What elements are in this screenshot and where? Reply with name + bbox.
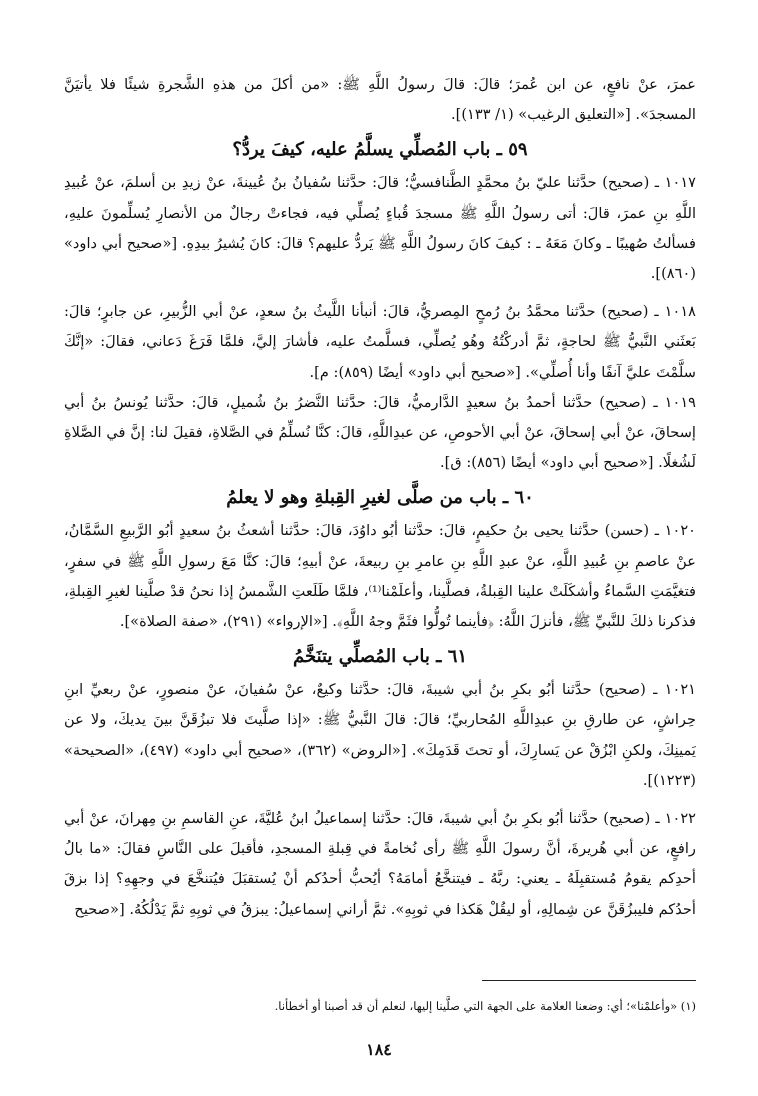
hadith-paragraph: ١٠١٨ ـ (صحيح) حدَّثنا محمَّدُ بنُ رُمحٍ المِصريُّ، قالَ: أنبأنا اللَّيثُ بنُ سعدٍ، عنْ أبي الزُّبيرِ، عن جابرٍ؛ قالَ: بَعثَني النَّبيُّ ﷺ لحاجةٍ، ثمَّ أدركْتُهُ وهُو يُصلِّي، فسلَّمتُ عليه، فأشارَ إليَّ، فلمَّا فَرَغَ دَعاني، فقالَ: «إنَّكَ سلَّمْتَ عليَّ آنفًا وأنا أُصلِّي». [«صحيح أبي داود» أيضًا (٨٥٩): م]. bbox=[64, 303, 696, 381]
page-number: ١٨٤ bbox=[366, 1040, 392, 1059]
text-paragraph: عمرَ، عنْ نافعٍ، عن ابن عُمرَ؛ قالَ: قالَ رسولُ اللَّهِ ﷺ: «من أكلَ من هذهِ الشَّجرةِ شيئًا فلا يأتيَنَّ المسجدَ». [«التعليق الرغيب» (١/ ١٣٣)]. bbox=[64, 76, 696, 124]
hadith-paragraph: ١٠٢١ ـ (صحيح) حدَّثنا أبُو بكرِ بنُ أبي شيبةَ، قالَ: حدَّثنا وكيعٌ، عنْ سُفيانَ، عنْ منصورٍ، عنْ ربعيِّ ابنِ حِراشٍ، عن طارقِ بنِ عبدِاللَّهِ المُحاربيِّ؛ قالَ: قالَ النَّبيُّ ﷺ: «إذا صلَّيتَ فلا تبزُقَنَّ بينَ يديكَ، ولا عن يَمينِكَ، ولكنِ ابْزُقْ عن يَسارِكَ، أو تحتَ قَدَمِكَ». [«الروض» (٣٦٢)، «صحيح أبي داود» (٤٩٧)، «الصحيحة» (١٢٢٣)]. bbox=[64, 681, 696, 789]
main-text bbox=[64, 70, 696, 925]
chapter-heading: ٦١ ـ باب المُصلِّي يتنَخَّمُ bbox=[292, 646, 468, 668]
footnote: (١) «وأعلمْنا»؛ أي: وضعنا العلامة على الجهة التي صلَّينا إليها، لنعلم أن قد أصبنا أو أخطأنا. bbox=[274, 999, 696, 1013]
chapter-heading: ٦٠ ـ باب من صلَّى لغيرِ القِبلةِ وهو لا يعلمُ bbox=[226, 487, 534, 509]
chapter-heading: ٥٩ ـ باب المُصلِّي يسلَّمُ عليه، كيفَ يردُّ؟ bbox=[232, 139, 528, 161]
hadith-paragraph: ١٠١٩ ـ (صحيح) حدَّثنا أحمدُ بنُ سعيدٍ الدَّارميُّ، قالَ: حدَّثنا النَّضرُ بنُ شُميلٍ، قالَ: حدَّثنا يُونسُ بنُ أبي إسحاقَ، عنْ أبي إسحاقَ، عنْ أبي الأحوصِ، عن عبدِاللَّهِ، قالَ: كنَّا نُسلِّمُ في الصَّلاةِ، فقيلَ لنا: إنَّ في الصَّلاةِ لَشُغلًا. [«صحيح أبي داود» أيضًا (٨٥٦): ق]. bbox=[64, 393, 696, 472]
hadith-paragraph: ١٠٢٢ ـ (صحيح) حدَّثنا أبُو بكرِ بنُ أبي شيبةَ، قالَ: حدَّثنا إسماعيلُ ابنُ عُليَّةَ، عنِ القاسمِ بنِ مِهرانَ، عنْ أبي رافعٍ، عن أبي هُريرةَ، أنَّ رسولَ اللَّهِ ﷺ رأى نُخامةً في قِبلةِ المسجدِ، فأقبلَ على النَّاسِ فقالَ: «ما بالُ أحدِكم يقومُ مُستقبِلَهُ ـ يعني: ربَّهُ ـ فيتنخَّعُ أمامَهُ؟ أيُحبُّ أحدُكم أنْ يُستقبَلَ فيُتنخَّعَ في وجهِهِ؟ إذا بزقَ أحدُكم فليبزُقَنَّ عن شِمالِهِ، أو ليقُلْ هَكذا في ثوبِهِ». ثمَّ أراني إسماعيلُ: يبزقُ في ثوبِهِ ثمَّ يَدْلُكُهُ. [«صحيح bbox=[64, 810, 696, 918]
hadith-paragraph: ١٠٢٠ ـ (حسن) حدَّثنا يحيى بنُ حكيمٍ، قالَ: حدَّثنا أبُو داوُدَ، قالَ: حدَّثنا أشعثُ بنُ سعيدٍ أبُو الرَّبيعِ السَّمَّانُ، عنْ عاصمِ بنِ عُبيدِ اللَّهِ، عنْ عبدِ اللَّهِ بنِ عامرِ بنِ ربيعةَ، عنْ أبيهِ؛ قالَ: كنَّا مَعَ رسولِ اللَّهِ ﷺ في سفرٍ، فتغيَّمَتِ السَّماءُ وأشكَلَتْ علينا القِبلةُ، فصلَّينا، وأعلَمْنا⁽¹⁾، فلمَّا طَلَعتِ الشَّمسُ إذا نحنُ قدْ صلَّينا لغيرِ القِبلةِ، فذكرنا ذلكَ للنَّبيِّ ﷺ، فأنزلَ اللَّهُ: ﴿فأينما تُولُّوا فثَمَّ وجهُ اللَّهِ﴾. [«الإرواء» (٢٩١)، «صفة الصلاة»]. bbox=[64, 522, 696, 631]
footnote-divider bbox=[482, 980, 696, 981]
hadith-paragraph: ١٠١٧ ـ (صحيح) حدَّثنا عليّ بنُ محمَّدٍ الطَّنافسيُّ؛ قالَ: حدَّثنا سُفيانُ بنُ عُيينةَ، عنْ زيدِ بن أسلمَ، عنْ عُبيدِ اللَّهِ بنِ عمرَ، قالَ: أتى رسولُ اللَّهِ ﷺ مسجدَ قُباءٍ يُصلِّي فيه، فجاءتْ رجالٌ من الأنصارِ يُسلِّمونَ عليهِ، فسألتُ صُهيبًا ـ وكانَ مَعَهُ ـ : كيفَ كانَ رسولُ اللَّهِ ﷺ يَردُّ عليهم؟ قالَ: كانَ يُشيرُ بيدِهِ. [«صحيح أبي داود» (٨٦٠)]. bbox=[64, 174, 696, 283]
